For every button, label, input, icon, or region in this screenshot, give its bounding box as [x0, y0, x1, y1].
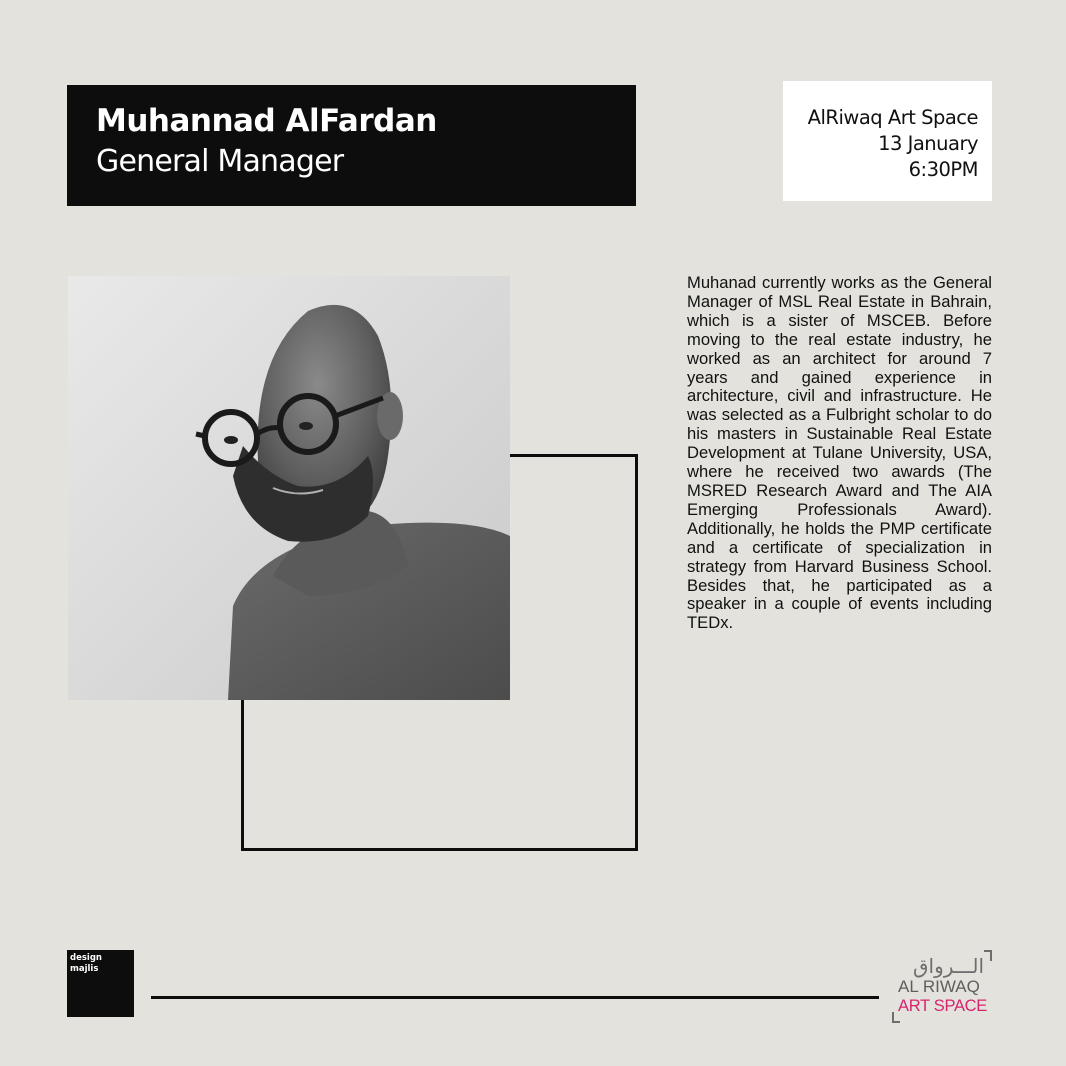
al-riwaq-logo	[892, 950, 996, 1025]
speaker-name-banner	[67, 85, 636, 206]
al-riwaq-arabic-wordmark: الـــرواق	[913, 954, 984, 978]
art-space-wordmark: ART SPACE	[898, 997, 988, 1015]
al-riwaq-wordmark: AL RIWAQ	[898, 977, 980, 996]
event-details-box	[783, 81, 992, 201]
logo-corner-top-right	[984, 950, 992, 961]
event-date: 13 January	[878, 132, 978, 155]
event-time: 6:30PM	[908, 158, 978, 181]
speaker-name: Muhannad AlFardan	[96, 103, 437, 139]
speaker-photo	[68, 276, 510, 700]
speaker-bio: Muhanad currently works as the General Manager of MSL Real Estate in Bahrain, which is a sister of MSCEB. Before moving to the real estate industry, he worked as an architect for around 7 years and gained experience in architecture, civil and infrastructure. He was selected as a Fulbright scholar to do his masters in Sustainable Real Estate Development at Tulane University, USA, where he received two awards (The MSRED Research Award and The AIA Emerging Professionals Award). Additionally, he holds the PMP certificate and a certificate of specialization in strategy from Harvard Business School. Besides that, he participated as a speaker in a couple of events including TEDx.	[687, 273, 992, 633]
design-majlis-logo	[67, 950, 134, 1017]
event-venue: AlRiwaq Art Space	[807, 106, 978, 129]
footer-divider	[151, 996, 879, 999]
design-majlis-logo-line-1: design	[70, 953, 102, 963]
design-majlis-logo-line-2: majlis	[70, 964, 99, 974]
speaker-title: General Manager	[96, 144, 344, 179]
